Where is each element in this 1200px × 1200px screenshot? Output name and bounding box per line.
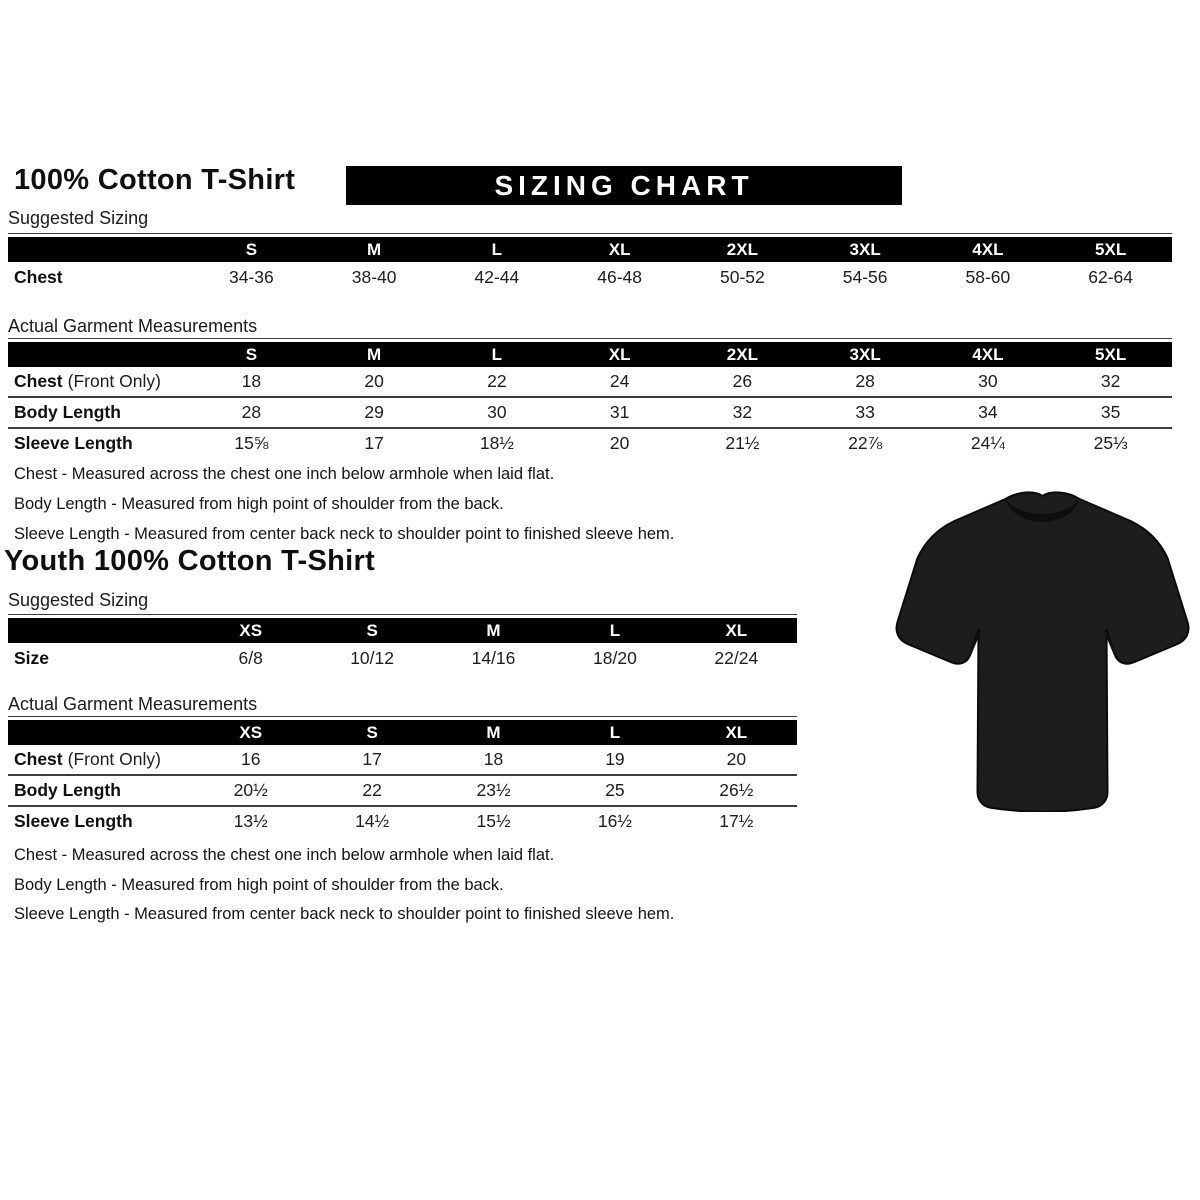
- column-header: S: [366, 722, 378, 742]
- note-line: Chest - Measured across the chest one inch below armhole when laid flat.: [14, 465, 555, 483]
- column-header: 5XL: [1095, 239, 1127, 259]
- cell: 32: [732, 402, 753, 422]
- cell: 34: [978, 402, 998, 422]
- cell: 30: [978, 371, 998, 391]
- column-header: XL: [725, 722, 748, 742]
- cell: 28: [241, 402, 262, 422]
- row-label: [8, 371, 190, 392]
- cell: 18: [483, 749, 504, 769]
- cell: 26½: [719, 780, 754, 800]
- row-label-text: Body Length: [14, 780, 121, 800]
- cell: 20: [364, 371, 384, 391]
- cell: 20: [726, 749, 747, 769]
- cell: 18: [241, 371, 262, 391]
- column-header: M: [486, 722, 501, 742]
- row-label-text: Size: [14, 647, 50, 668]
- youth-actual-measurements-label: Actual Garment Measurements: [8, 694, 258, 714]
- row-label-text: Sleeve Length: [14, 811, 133, 831]
- column-header: XS: [239, 620, 263, 640]
- row-label: [8, 402, 190, 423]
- tshirt-image: [890, 482, 1195, 812]
- table-body: [8, 745, 797, 836]
- youth-actual-measurements-table: [8, 716, 797, 836]
- adult-actual-measurements-label: Actual Garment Measurements: [8, 316, 258, 336]
- adult-actual-measurements-table: [8, 338, 1172, 458]
- cell: 33: [855, 402, 875, 422]
- cell: 26: [732, 371, 753, 391]
- tshirt-body: [897, 492, 1189, 811]
- column-header: S: [245, 239, 258, 259]
- row-label: [8, 267, 190, 288]
- column-header: L: [491, 344, 503, 364]
- cell: 17½: [719, 811, 754, 831]
- cell: 28: [855, 371, 875, 391]
- row-label: [8, 749, 190, 770]
- table-body: [8, 367, 1172, 458]
- cell: 23½: [476, 780, 511, 800]
- adult-section-title: 100% Cotton T-Shirt: [14, 164, 296, 196]
- column-header: M: [486, 620, 501, 640]
- cell: 17: [364, 433, 384, 453]
- column-header: XL: [608, 239, 631, 259]
- table-row: [8, 643, 797, 673]
- column-header: XL: [608, 344, 631, 364]
- column-header: L: [609, 722, 621, 742]
- note-line: Sleeve Length - Measured from center back neck to shoulder point to finished sleeve hem.: [14, 525, 675, 543]
- column-header: XL: [725, 620, 748, 640]
- cell: 19: [605, 749, 625, 769]
- cell: 17: [362, 749, 382, 769]
- cell: 16: [240, 749, 261, 769]
- cell: 25: [605, 780, 625, 800]
- cell: 54-56: [842, 266, 888, 287]
- table-row: [8, 427, 1172, 458]
- table-row: [8, 367, 1172, 396]
- column-header: 4XL: [972, 239, 1004, 259]
- note-line: Sleeve Length - Measured from center back neck to shoulder point to finished sleeve hem.: [14, 905, 675, 923]
- cell: 38-40: [351, 266, 397, 287]
- column-header: 3XL: [849, 344, 881, 364]
- note-line: Chest - Measured across the chest one inch below armhole when laid flat.: [14, 846, 555, 864]
- cell: 18½: [479, 433, 514, 453]
- cell: 16½: [597, 811, 632, 831]
- table-header-row: [8, 618, 797, 643]
- table-header-row: [8, 720, 797, 745]
- column-header: XS: [239, 722, 263, 742]
- row-label-text: Chest: [14, 266, 63, 287]
- cell: 13½: [233, 811, 268, 831]
- youth-suggested-sizing-label: Suggested Sizing: [8, 590, 149, 610]
- youth-suggested-sizing-table: [8, 614, 797, 673]
- table-top-rule: [8, 233, 1172, 234]
- row-label: [8, 811, 190, 832]
- adult-measurement-notes: [14, 459, 674, 549]
- cell: 18/20: [593, 647, 637, 668]
- cell: 6/8: [238, 647, 263, 668]
- cell: 24¼: [970, 433, 1005, 453]
- row-label: [8, 780, 190, 801]
- column-header: 2XL: [726, 344, 758, 364]
- row-label-text: Chest: [14, 371, 63, 391]
- youth-section-title: Youth 100% Cotton T-Shirt: [4, 545, 376, 577]
- table-top-rule: [8, 614, 797, 615]
- cell: 42-44: [474, 266, 520, 287]
- cell: 50-52: [719, 266, 765, 287]
- column-header: S: [245, 344, 258, 364]
- cell: 34-36: [228, 266, 274, 287]
- note-line: Body Length - Measured from high point of shoulder from the back.: [14, 875, 504, 894]
- table-row: [8, 262, 1172, 292]
- row-label: [8, 648, 190, 669]
- cell: 15½: [476, 811, 511, 831]
- cell: 30: [487, 402, 507, 422]
- cell: 22: [487, 371, 507, 391]
- table-row: [8, 805, 797, 836]
- cell: 14/16: [471, 647, 516, 668]
- row-label-text: Sleeve Length: [14, 433, 133, 453]
- cell: 35: [1100, 402, 1121, 422]
- cell: 32: [1100, 371, 1121, 391]
- column-header: L: [491, 239, 503, 259]
- adult-suggested-sizing-label: Suggested Sizing: [8, 208, 149, 228]
- column-header: M: [367, 239, 382, 259]
- cell: 20: [609, 433, 630, 453]
- row-label-suffix: (Front Only): [67, 371, 161, 391]
- table-row: [8, 774, 797, 805]
- column-header: M: [367, 344, 382, 364]
- cell: 15⅝: [234, 433, 269, 453]
- table-top-rule: [8, 716, 797, 717]
- cell: 22: [362, 780, 382, 800]
- cell: 14½: [355, 811, 390, 831]
- adult-suggested-sizing-table: [8, 233, 1172, 292]
- row-label-text: Chest: [14, 749, 63, 769]
- cell: 31: [609, 402, 630, 422]
- column-header: 3XL: [849, 239, 881, 259]
- cell: 29: [364, 402, 384, 422]
- cell: 24: [609, 371, 630, 391]
- cell: 58-60: [965, 266, 1011, 287]
- table-header-row: [8, 342, 1172, 367]
- cell: 46-48: [597, 266, 642, 287]
- youth-measurement-notes: [14, 841, 674, 930]
- column-header: 2XL: [726, 239, 758, 259]
- table-row: [8, 396, 1172, 427]
- table-top-rule: [8, 338, 1172, 339]
- sizing-chart-banner: SIZING CHART: [346, 166, 902, 205]
- column-header: S: [366, 620, 378, 640]
- column-header: 5XL: [1095, 344, 1127, 364]
- cell: 21½: [725, 433, 760, 453]
- table-header-row: [8, 237, 1172, 262]
- row-label-text: Body Length: [14, 402, 121, 422]
- cell: 62-64: [1088, 266, 1133, 287]
- cell: 10/12: [350, 647, 394, 668]
- column-header: L: [609, 620, 621, 640]
- table-row: [8, 745, 797, 774]
- cell: 22⅞: [848, 433, 883, 453]
- column-header: 4XL: [972, 344, 1004, 364]
- cell: 22/24: [714, 647, 759, 668]
- row-label: [8, 433, 190, 454]
- note-line: Body Length - Measured from high point of shoulder from the back.: [14, 495, 504, 513]
- cell: 25⅓: [1093, 433, 1128, 453]
- cell: 20½: [233, 780, 268, 800]
- row-label-suffix: (Front Only): [67, 749, 161, 769]
